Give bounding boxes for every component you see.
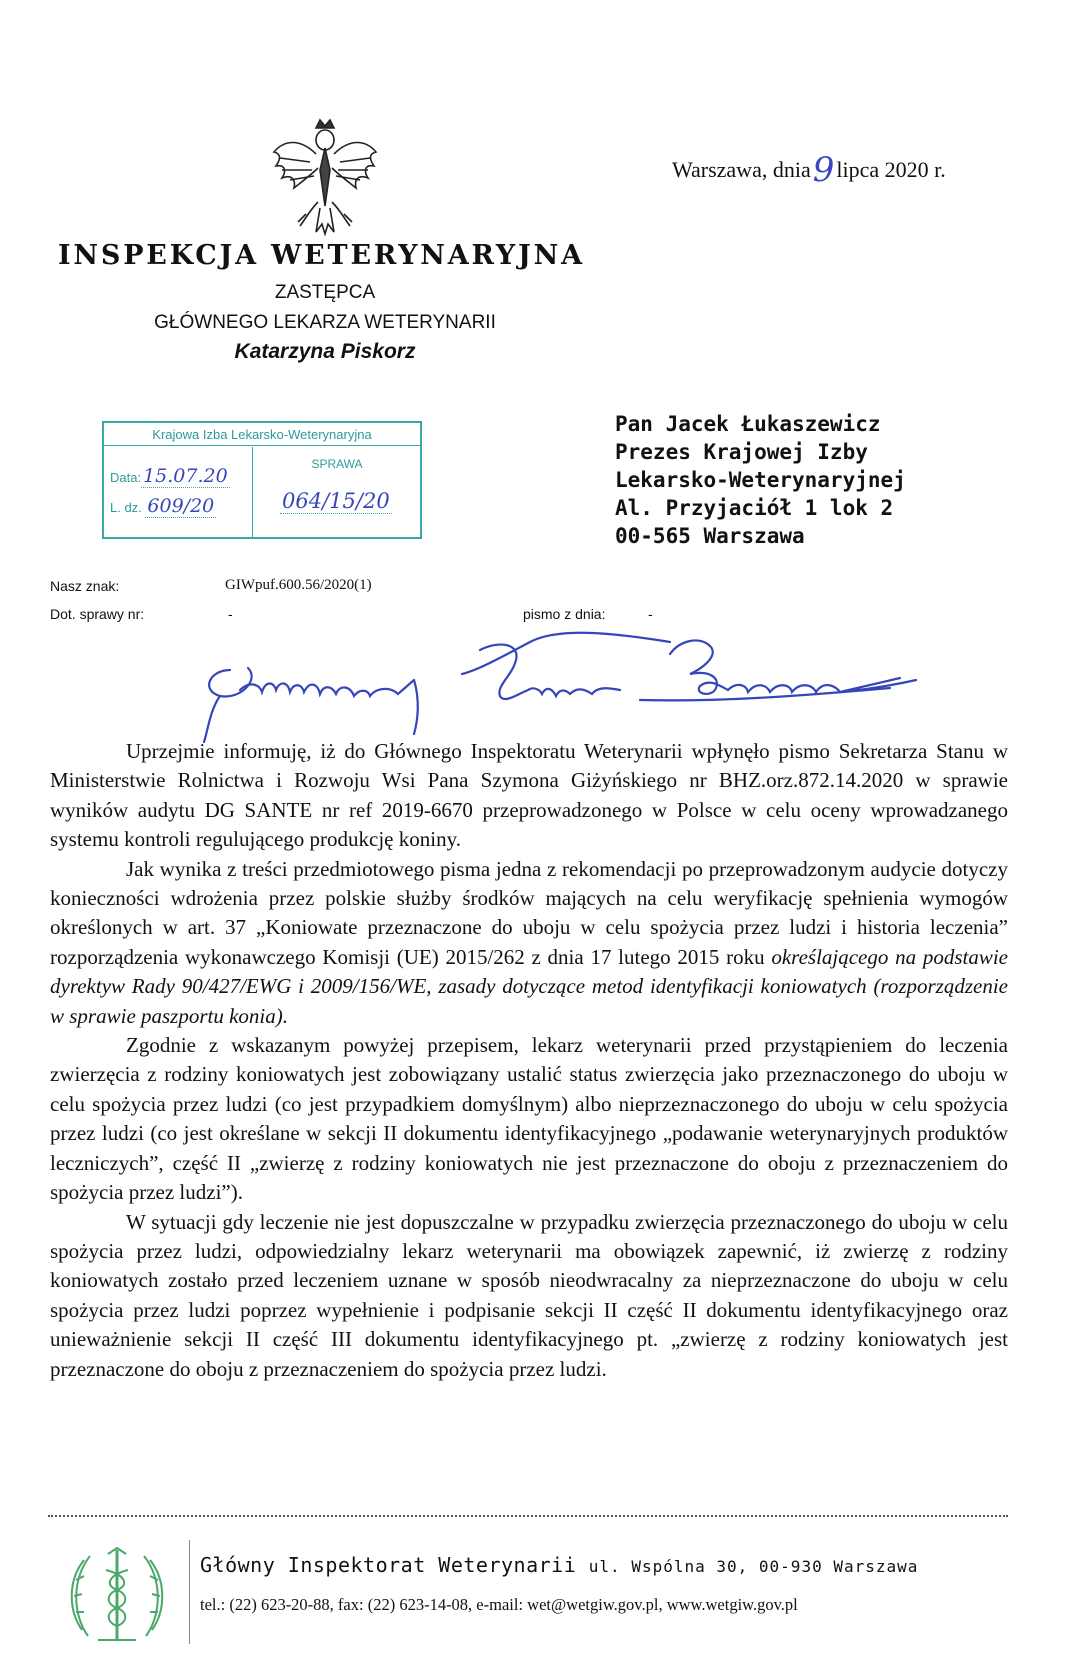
body-paragraph: Zgodnie z wskazanym powyżej przepisem, lekarz weterynarii przed przystąpieniem do leczenia zwierzęcia z rodziny koniowatych jest zobowiązany ustalić status zwierzęcia jako przeznaczonego do uboju w celu spożycia przez ludzi (co jest przypadkiem domyślnym) albo nieprzeznaczonego do uboju w celu spożycia przez ludzi (co jest określane w sekcji II dokumentu identyfikacyjnego „podawanie weterynaryjnych produktów leczniczych”, część II „zwierzę z rodziny koniowatych nie jest przeznaczone do oboju z przeznaczeniem do spożycia przez ludzi”). (50, 1033, 1008, 1205)
body-paragraph-text: Jak wynika z treści przedmiotowego pisma jedna z rekomendacji po przeprowadzonym audycie dotyczy konieczności wdrożenia przez polskie służby środków mających na celu weryfikację spełnienia wymogów określonych w art. 37 „Koniowate przeznaczone do uboju w celu spożycia przez ludzi i historia leczenia” rozporządzenia wykonawczego Komisji (UE) 2015/262 z dnia 17 lutego 2015 roku (50, 856, 1008, 969)
polish-eagle-emblem-icon (270, 118, 380, 236)
addressee-line: Al. Przyjaciół 1 lok 2 (615, 496, 894, 520)
stamp-date-label: Data: (110, 470, 142, 485)
addressee-line: Prezes Krajowej Izby (615, 440, 868, 464)
case-number-label: Dot. sprawy nr: (50, 606, 145, 622)
stamp-ldz-row (110, 495, 216, 517)
stamp-date-value: 15.07.20 (143, 465, 228, 487)
stamp-ldz-label: L. dz. (110, 500, 142, 515)
footer-organization (200, 1553, 918, 1577)
date-suffix: lipca 2020 r. (836, 157, 946, 182)
stamp-left-box (104, 447, 253, 537)
our-ref-label: Nasz znak: (50, 578, 120, 594)
body-paragraph: W sytuacji gdy leczenie nie jest dopuszczalne w przypadku zwierzęcia przeznaczonego do uboju w celu spożycia przez ludzi, odpowiedzialny lekarz weterynarii ma obowiązek zapewnić, iż zwierzę z rodziny koniowatych zostało przed leczeniem uznane w sposób nieodwracalny za nieprzeznaczone do uboju w celu spożycia przez ludzi poprzez wypełnienie i podpisanie sekcji II część II dokumentu identyfikacyjnego oraz unieważnienie sekcji II część III dokumentu identyfikacyjnego pt. „zwierzę z rodziny koniowatych jest przeznaczone do oboju z przeznaczeniem do spożycia przez ludzi. (50, 1209, 1008, 1381)
letter-date-value: - (648, 606, 653, 622)
footer-contact: tel.: (22) 623-20-88, fax: (22) 623-14-08, e-mail: wet@wetgiw.gov.pl, www.wetgiw.gov.pl (200, 1595, 798, 1614)
institution-role-line1: ZASTĘPCA (274, 282, 376, 303)
stamp-sprawa-label: SPRAWA (311, 457, 363, 471)
footer-org-name: Główny Inspektorat Weterynarii (200, 1553, 577, 1577)
registry-stamp (102, 421, 422, 539)
institution-name: INSPEKCJA WETERYNARYJNA (58, 240, 585, 271)
institution-role-line2: GŁÓWNEGO LEKARZA WETERYNARII (154, 312, 496, 333)
signatory-name: Katarzyna Piskorz (234, 340, 416, 363)
body-paragraph (50, 855, 1008, 1031)
body-paragraph-italic: określającego na podstawie dyrektyw Rady 90/427/EWG i 2009/156/WE, zasady dotyczące metod identyfikacji koniowatych (rozporządzenie w sprawie paszportu konia). (50, 944, 1009, 1028)
stamp-sprawa-value: 064/15/20 (282, 489, 390, 513)
stamp-date-row (110, 465, 230, 487)
footer-divider (48, 1515, 1008, 1517)
footer-vertical-separator (189, 1540, 190, 1644)
addressee-line: Pan Jacek Łukaszewicz (615, 412, 881, 436)
caduceus-logo-icon (62, 1540, 172, 1648)
body-paragraph: Uprzejmie informuję, iż do Głównego Inspektoratu Weterynarii wpłynęło pismo Sekretarza Stanu w Ministerstwie Rolnictwa i Rozwoju Wsi Pana Szymona Giżyńskiego nr BHZ.orz.872.14.2020 w sprawie wyników audytu DG SANTE nr ref 2019-6670 przeprowadzonego w Polsce w celu oceny wprowadzanego systemu kontroli regulującego produkcję koniny. (50, 739, 1008, 852)
place-and-date (672, 146, 946, 190)
stamp-ldz-value: 609/20 (147, 495, 215, 517)
addressee-line: 00-565 Warszawa (615, 524, 805, 548)
letter-body (50, 737, 1008, 1384)
case-number-value: - (228, 606, 233, 622)
footer-address: ul. Wspólna 30, 00-930 Warszawa (588, 1557, 919, 1576)
date-prefix: Warszawa, dnia (672, 157, 811, 182)
handwritten-day: 9 (812, 150, 835, 190)
letter-date-label: pismo z dnia: (523, 606, 606, 622)
addressee-line: Lekarsko-Weterynaryjnej (615, 468, 906, 492)
handwritten-salutation-icon (200, 630, 920, 750)
stamp-header: Krajowa Izba Lekarsko-Weterynaryjna (104, 427, 420, 446)
our-ref-value: GIWpuf.600.56/2020(1) (225, 577, 372, 593)
